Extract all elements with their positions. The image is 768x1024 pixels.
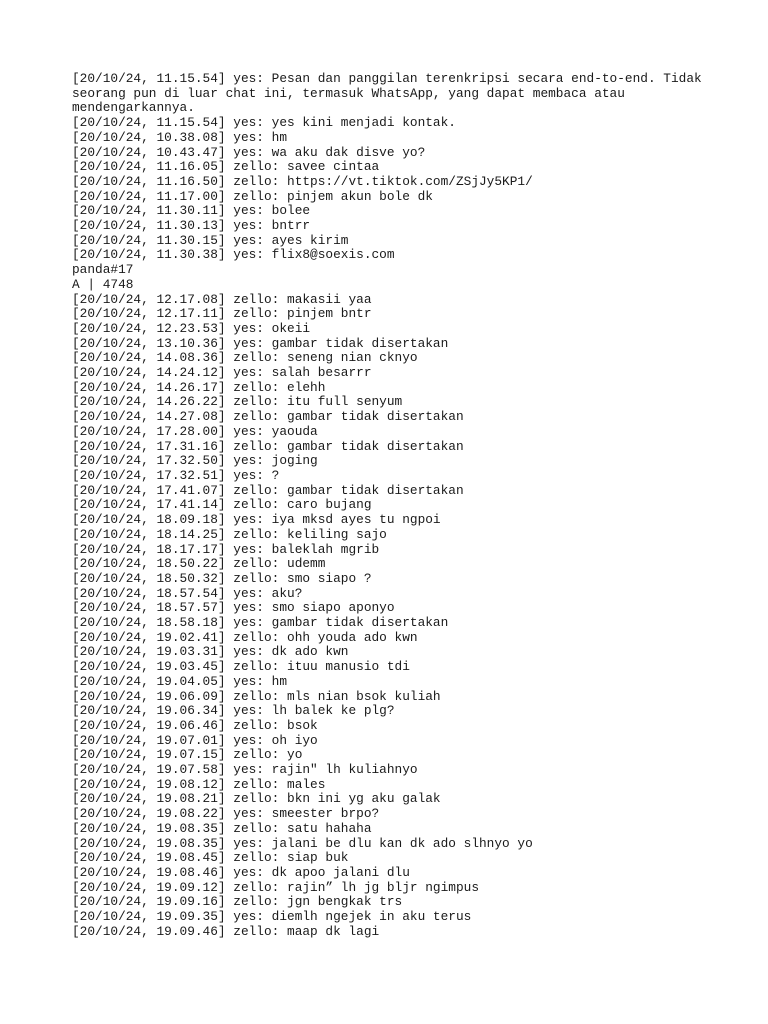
- transcript-line: [20/10/24, 19.08.35] yes: jalani be dlu kan dk ado slhnyo yo: [72, 835, 533, 851]
- transcript-line: [20/10/24, 11.17.00] zello: pinjem akun bole dk: [72, 188, 433, 204]
- transcript-line: seorang pun di luar chat ini, termasuk WhatsApp, yang dapat membaca atau: [72, 85, 625, 101]
- transcript-line: [20/10/24, 11.30.13] yes: bntrr: [72, 218, 311, 234]
- transcript-line: [20/10/24, 18.50.22] zello: udemm: [72, 556, 326, 572]
- transcript-line: A | 4748: [72, 276, 134, 292]
- transcript-line: [20/10/24, 19.07.15] zello: yo: [72, 747, 303, 763]
- transcript-line: [20/10/24, 19.03.31] yes: dk ado kwn: [72, 644, 349, 660]
- transcript-line: [20/10/24, 11.15.54] yes: yes kini menjadi kontak.: [72, 115, 456, 131]
- transcript-line: [20/10/24, 19.04.05] yes: hm: [72, 673, 288, 689]
- chat-transcript: [72, 72, 712, 939]
- transcript-line: [20/10/24, 18.17.17] yes: baleklah mgrib: [72, 541, 380, 557]
- transcript-line: [20/10/24, 17.32.50] yes: joging: [72, 453, 318, 469]
- transcript-line: [20/10/24, 11.30.15] yes: ayes kirim: [72, 232, 349, 248]
- transcript-line: [20/10/24, 19.02.41] zello: ohh youda ado kwn: [72, 629, 418, 645]
- transcript-line: [20/10/24, 19.06.09] zello: mls nian bsok kuliah: [72, 688, 441, 704]
- transcript-line: [20/10/24, 12.17.08] zello: makasii yaa: [72, 291, 372, 307]
- transcript-line: [20/10/24, 13.10.36] yes: gambar tidak disertakan: [72, 335, 449, 351]
- transcript-line: [20/10/24, 18.09.18] yes: iya mksd ayes tu ngpoi: [72, 512, 441, 528]
- transcript-line: [20/10/24, 17.41.07] zello: gambar tidak disertakan: [72, 482, 464, 498]
- transcript-line: [20/10/24, 19.06.34] yes: lh balek ke plg?: [72, 703, 395, 719]
- transcript-line: [20/10/24, 19.06.46] zello: bsok: [72, 717, 318, 733]
- transcript-line: [20/10/24, 19.09.16] zello: jgn bengkak trs: [72, 894, 403, 910]
- transcript-line: [20/10/24, 14.27.08] zello: gambar tidak disertakan: [72, 409, 464, 425]
- transcript-line: [20/10/24, 14.24.12] yes: salah besarrr: [72, 365, 372, 381]
- transcript-line: [20/10/24, 14.08.36] zello: seneng nian cknyo: [72, 350, 418, 366]
- transcript-line: [20/10/24, 18.58.18] yes: gambar tidak disertakan: [72, 615, 449, 631]
- transcript-line: [20/10/24, 19.09.12] zello: rajin” lh jg bljr ngimpus: [72, 879, 480, 895]
- transcript-line: [20/10/24, 19.08.45] zello: siap buk: [72, 850, 349, 866]
- transcript-line: [20/10/24, 18.14.25] zello: keliling sajo: [72, 526, 387, 542]
- transcript-line: [20/10/24, 11.16.05] zello: savee cintaa: [72, 159, 380, 175]
- transcript-line: [20/10/24, 11.30.38] yes: flix8@soexis.com: [72, 247, 395, 263]
- transcript-line: [20/10/24, 18.57.57] yes: smo siapo aponyo: [72, 600, 395, 616]
- transcript-line: [20/10/24, 11.30.11] yes: bolee: [72, 203, 311, 219]
- transcript-line: [20/10/24, 19.09.46] zello: maap dk lagi: [72, 923, 380, 939]
- transcript-line: [20/10/24, 11.15.54] yes: Pesan dan panggilan terenkripsi secara end-to-end. Tidak: [72, 71, 702, 86]
- transcript-line: [20/10/24, 17.28.00] yes: yaouda: [72, 423, 318, 439]
- transcript-line: [20/10/24, 19.08.12] zello: males: [72, 776, 326, 792]
- transcript-line: [20/10/24, 19.03.45] zello: ituu manusio tdi: [72, 659, 410, 675]
- transcript-line: [20/10/24, 10.43.47] yes: wa aku dak disve yo?: [72, 144, 426, 160]
- transcript-line: [20/10/24, 14.26.22] zello: itu full senyum: [72, 394, 403, 410]
- transcript-line: [20/10/24, 19.08.46] yes: dk apoo jalani dlu: [72, 864, 410, 880]
- transcript-line: [20/10/24, 17.41.14] zello: caro bujang: [72, 497, 372, 513]
- transcript-line: [20/10/24, 12.23.53] yes: okeii: [72, 320, 311, 336]
- transcript-line: [20/10/24, 19.08.21] zello: bkn ini yg aku galak: [72, 791, 441, 807]
- transcript-line: [20/10/24, 10.38.08] yes: hm: [72, 129, 288, 145]
- transcript-line: [20/10/24, 17.31.16] zello: gambar tidak disertakan: [72, 438, 464, 454]
- transcript-line: mendengarkannya.: [72, 100, 195, 116]
- transcript-line: [20/10/24, 19.09.35] yes: diemlh ngejek in aku terus: [72, 909, 472, 925]
- transcript-line: [20/10/24, 19.08.22] yes: smeester brpo?: [72, 806, 380, 822]
- transcript-line: [20/10/24, 11.16.50] zello: https://vt.tiktok.com/ZSjJy5KP1/: [72, 173, 533, 189]
- transcript-line: [20/10/24, 19.07.58] yes: rajin" lh kuliahnyo: [72, 762, 418, 778]
- transcript-line: [20/10/24, 14.26.17] zello: elehh: [72, 379, 326, 395]
- transcript-line: panda#17: [72, 262, 134, 278]
- transcript-line: [20/10/24, 19.08.35] zello: satu hahaha: [72, 820, 372, 836]
- transcript-line: [20/10/24, 18.57.54] yes: aku?: [72, 585, 303, 601]
- transcript-line: [20/10/24, 12.17.11] zello: pinjem bntr: [72, 306, 372, 322]
- transcript-line: [20/10/24, 17.32.51] yes: ?: [72, 467, 280, 483]
- transcript-line: [20/10/24, 19.07.01] yes: oh iyo: [72, 732, 318, 748]
- transcript-line: [20/10/24, 18.50.32] zello: smo siapo ?: [72, 570, 372, 586]
